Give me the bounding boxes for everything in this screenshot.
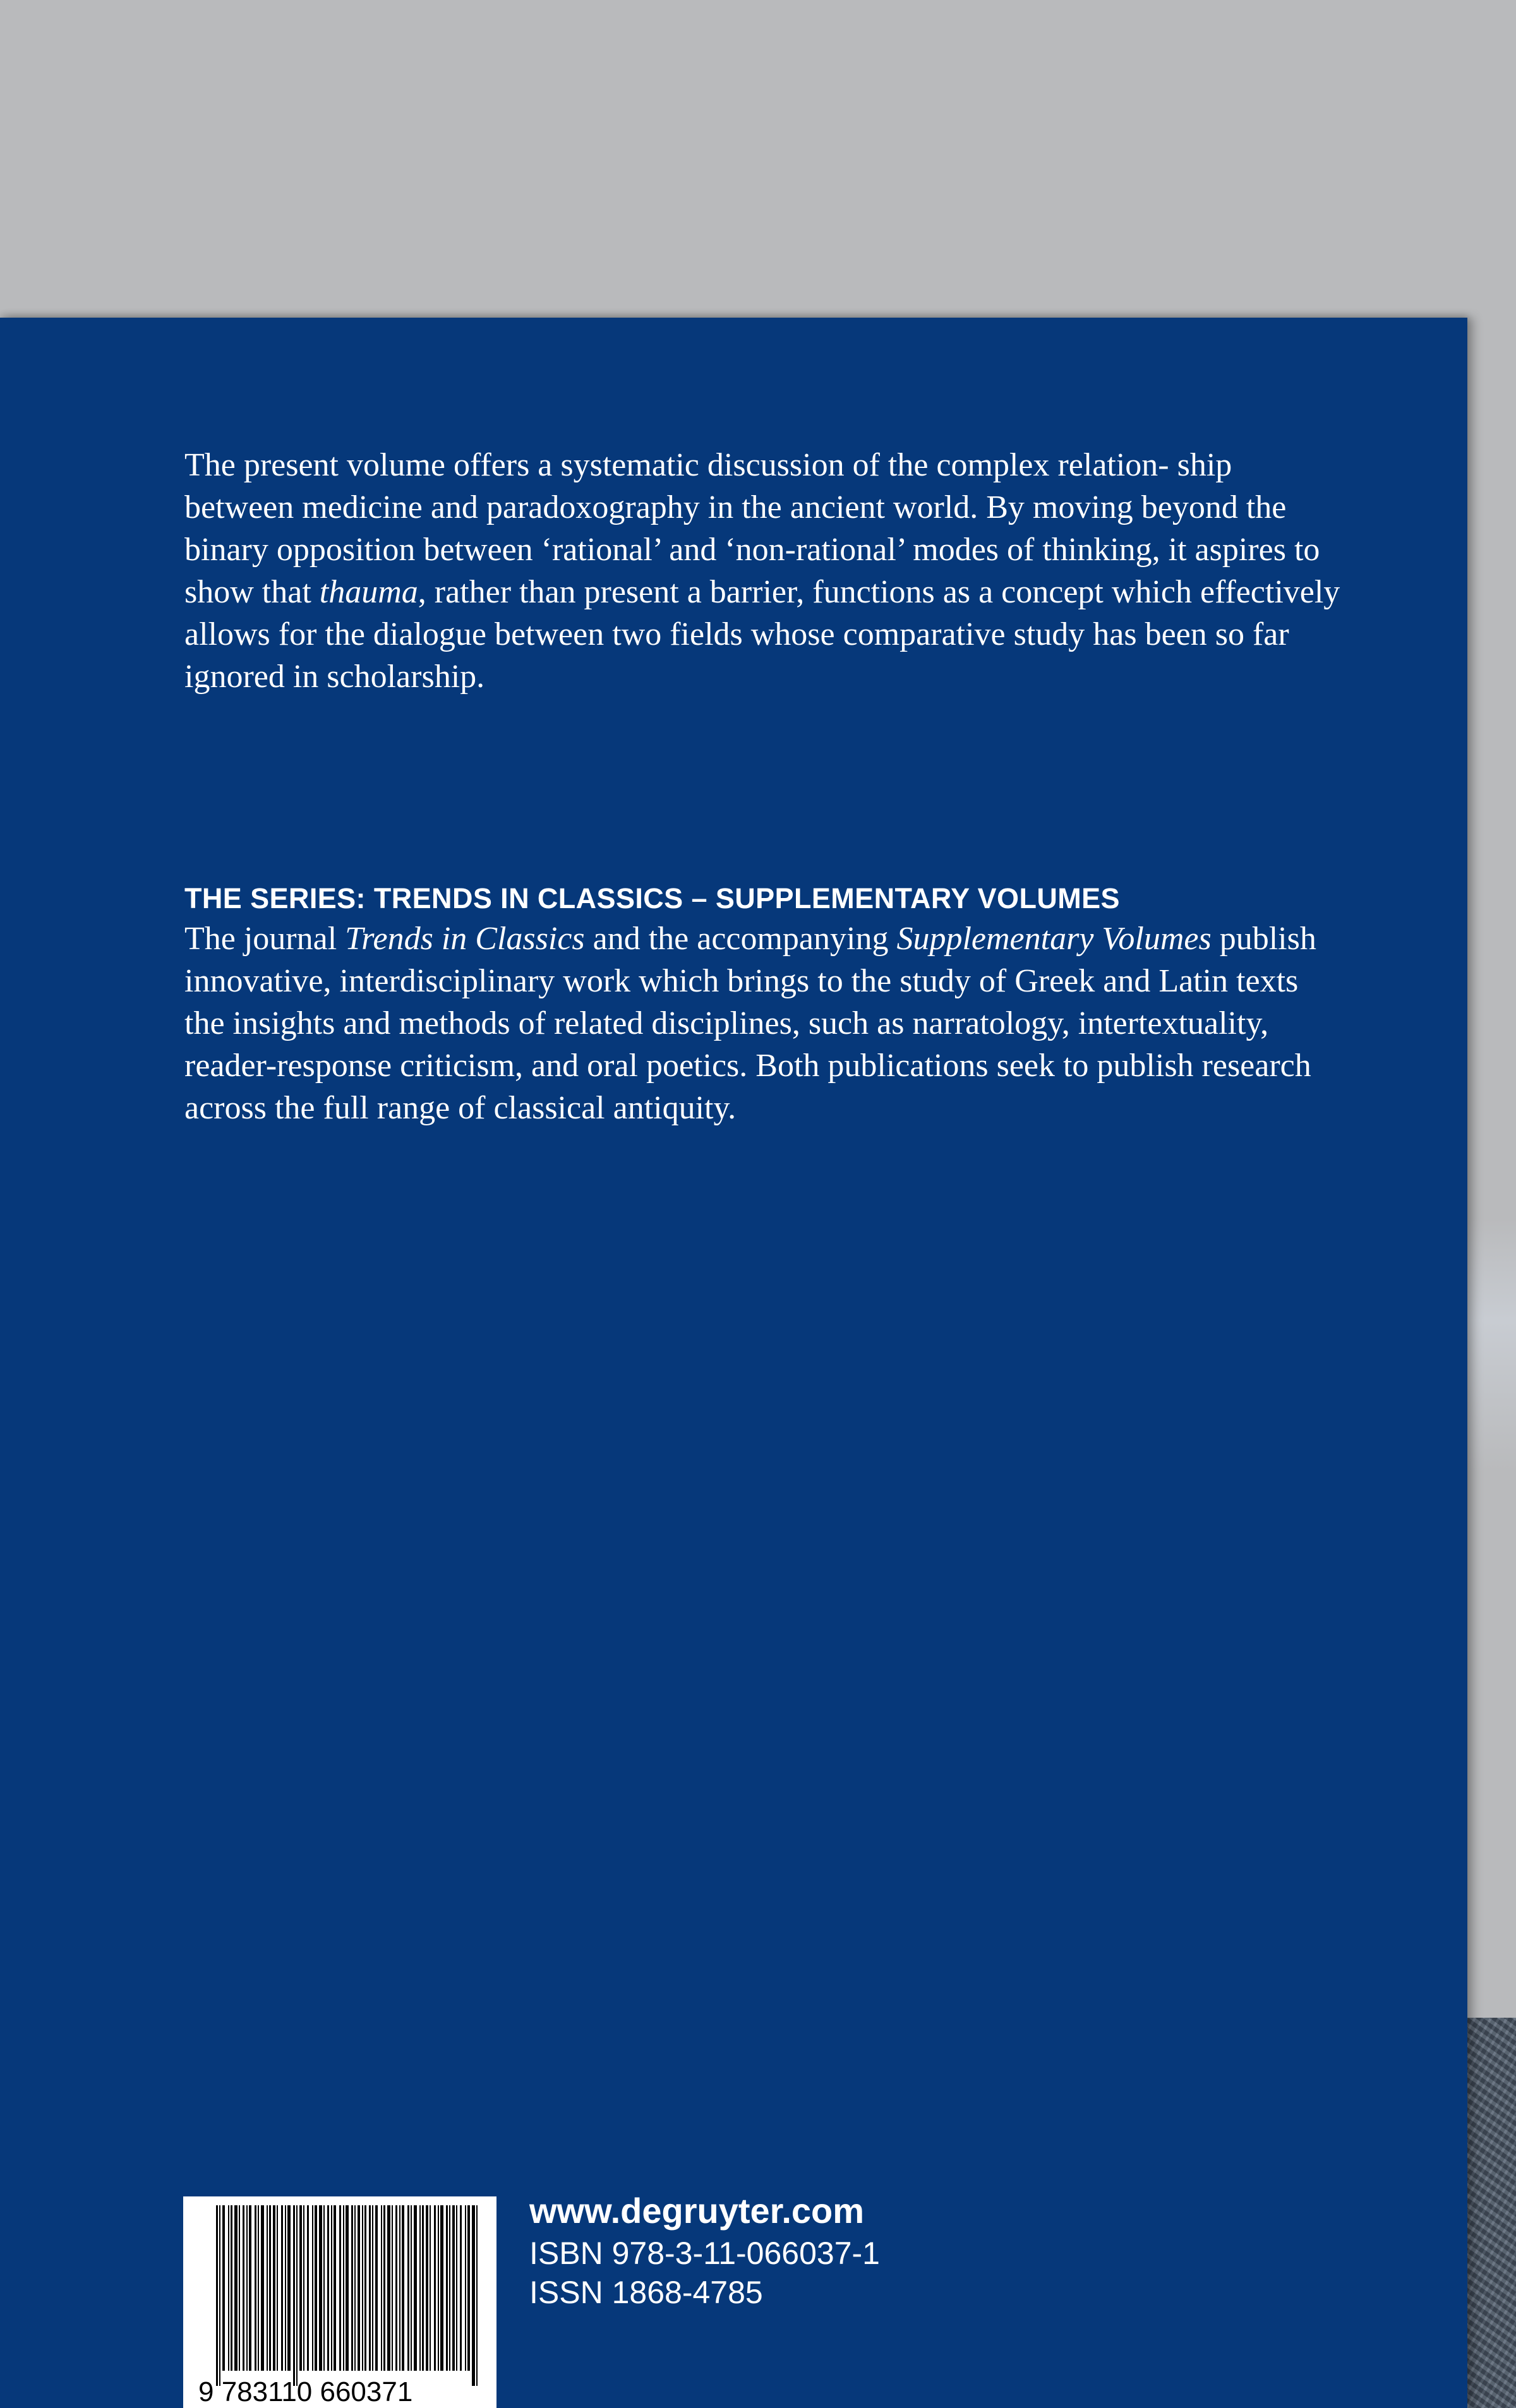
- barcode-bar: [346, 2205, 349, 2371]
- barcode-bar: [383, 2205, 385, 2371]
- barcode-bar: [249, 2205, 251, 2371]
- barcode-bar: [460, 2205, 462, 2371]
- barcode-bar: [419, 2205, 421, 2371]
- barcode-bar: [476, 2205, 478, 2386]
- barcode-bar: [299, 2205, 302, 2371]
- series-description: [184, 918, 1340, 1129]
- barcode-bar: [407, 2205, 409, 2371]
- barcode-bar: [246, 2205, 248, 2371]
- barcode-bar: [273, 2205, 275, 2371]
- barcode-bar: [395, 2205, 397, 2371]
- barcode-bar: [327, 2205, 329, 2371]
- barcode-bar: [430, 2205, 431, 2371]
- barcode-bar: [267, 2205, 268, 2371]
- barcode-bar: [369, 2205, 371, 2371]
- publisher-website: www.degruyter.com: [529, 2191, 865, 2231]
- barcode-bar: [277, 2205, 278, 2371]
- barcode-bar: [362, 2205, 363, 2371]
- publisher-info: [529, 2188, 880, 2312]
- book-back-cover: [0, 318, 1467, 2408]
- barcode-bar: [323, 2205, 325, 2371]
- barcode-bar: [287, 2205, 291, 2371]
- isbn: ISBN 978-3-11-066037-1: [529, 2236, 880, 2271]
- supplementary-volumes-title: Supplementary Volumes: [896, 921, 1212, 957]
- barcode-bar: [216, 2205, 218, 2386]
- journal-title: Trends in Classics: [345, 921, 585, 957]
- barcode-bar: [222, 2205, 225, 2371]
- barcode-bar: [411, 2205, 412, 2371]
- barcode-bar: [399, 2205, 400, 2371]
- barcode-bar: [303, 2205, 304, 2371]
- barcode-bar: [381, 2205, 382, 2371]
- series-text-b: and the accompanying: [584, 921, 897, 957]
- book-description: [184, 444, 1340, 698]
- barcode-bar: [293, 2205, 295, 2386]
- barcode-bar: [402, 2205, 404, 2371]
- barcode-bar: [255, 2205, 256, 2371]
- barcode-bar: [467, 2205, 470, 2371]
- barcode-bar: [231, 2205, 232, 2371]
- barcode-bar: [452, 2205, 455, 2371]
- barcode-bar: [465, 2205, 466, 2371]
- barcode-bar: [339, 2205, 341, 2371]
- barcode-bar: [234, 2205, 238, 2371]
- barcode-bar: [354, 2205, 356, 2371]
- barcode-bar: [296, 2205, 298, 2386]
- barcode-bar: [315, 2205, 317, 2371]
- barcode-bar: [258, 2205, 259, 2371]
- series-text-a: The journal: [184, 921, 346, 957]
- barcode-bar: [219, 2205, 220, 2386]
- barcode-bar: [307, 2205, 309, 2371]
- barcode-bar: [312, 2205, 313, 2371]
- barcode-bar: [440, 2205, 443, 2371]
- adjacent-cover-edge: [1467, 1219, 1516, 1471]
- barcode-bar: [269, 2205, 271, 2371]
- barcode-bar: [426, 2205, 428, 2371]
- series-heading: THE SERIES: TRENDS IN CLASSICS – SUPPLEMENTARY VOLUMES: [184, 882, 1120, 914]
- barcode-bar: [228, 2205, 229, 2371]
- barcode-bar: [334, 2205, 336, 2371]
- barcode-bar: [456, 2205, 457, 2371]
- barcode-bar: [343, 2205, 344, 2371]
- issn: ISSN 1868-4785: [529, 2275, 763, 2310]
- barcode-bar: [364, 2205, 366, 2371]
- barcode-bar: [392, 2205, 393, 2371]
- barcode-bar: [372, 2205, 373, 2371]
- barcode-bar: [422, 2205, 424, 2371]
- barcode-bar: [281, 2205, 283, 2371]
- barcode-bar: [351, 2205, 353, 2371]
- blurb-italic-term: thauma: [319, 574, 418, 610]
- barcode-bar: [261, 2205, 264, 2371]
- barcode-bar: [243, 2205, 244, 2371]
- barcode-bar: [319, 2205, 322, 2371]
- blurb-text-start: The present volume offers a systematic discussion of the complex relation- ship between medicine and paradoxography in the ancient world. By moving beyond the binary opposition between ‘rational’ and ‘non-rational’ modes of thinking, it aspires to show that: [184, 447, 1320, 610]
- barcode-bar: [434, 2205, 436, 2371]
- blurb-text-end: , rather than present a barrier, functions as a concept which effectively allows for the dialogue between two fields whose comparative study has been so far ignored in scholarship.: [184, 574, 1340, 695]
- barcode-bar: [239, 2205, 240, 2371]
- barcode-digits: 9 783110 660371: [198, 2376, 413, 2407]
- barcode-bar: [387, 2205, 390, 2371]
- barcode-bar: [438, 2205, 439, 2371]
- series-text-c: publish innovative, interdisciplinary work which brings to the study of Greek and Latin texts the insights and methods of related disciplines, such as narratology, intertextuality, reader-response criticism, and oral poetics. Both publications seek to publish research across the full range of classical antiquity.: [184, 921, 1316, 1126]
- barcode-bar: [472, 2205, 475, 2386]
- barcode-bar: [285, 2205, 286, 2371]
- barcode-graphic: [183, 2196, 496, 2408]
- barcode-bar: [414, 2205, 417, 2371]
- barcode-bar: [449, 2205, 450, 2371]
- barcode-bar: [358, 2205, 360, 2371]
- adjacent-textured-surface: [1467, 2018, 1516, 2408]
- barcode-bar: [331, 2205, 332, 2371]
- barcode-bar: [375, 2205, 378, 2371]
- barcode-bar: [446, 2205, 448, 2371]
- barcode: [183, 2196, 496, 2408]
